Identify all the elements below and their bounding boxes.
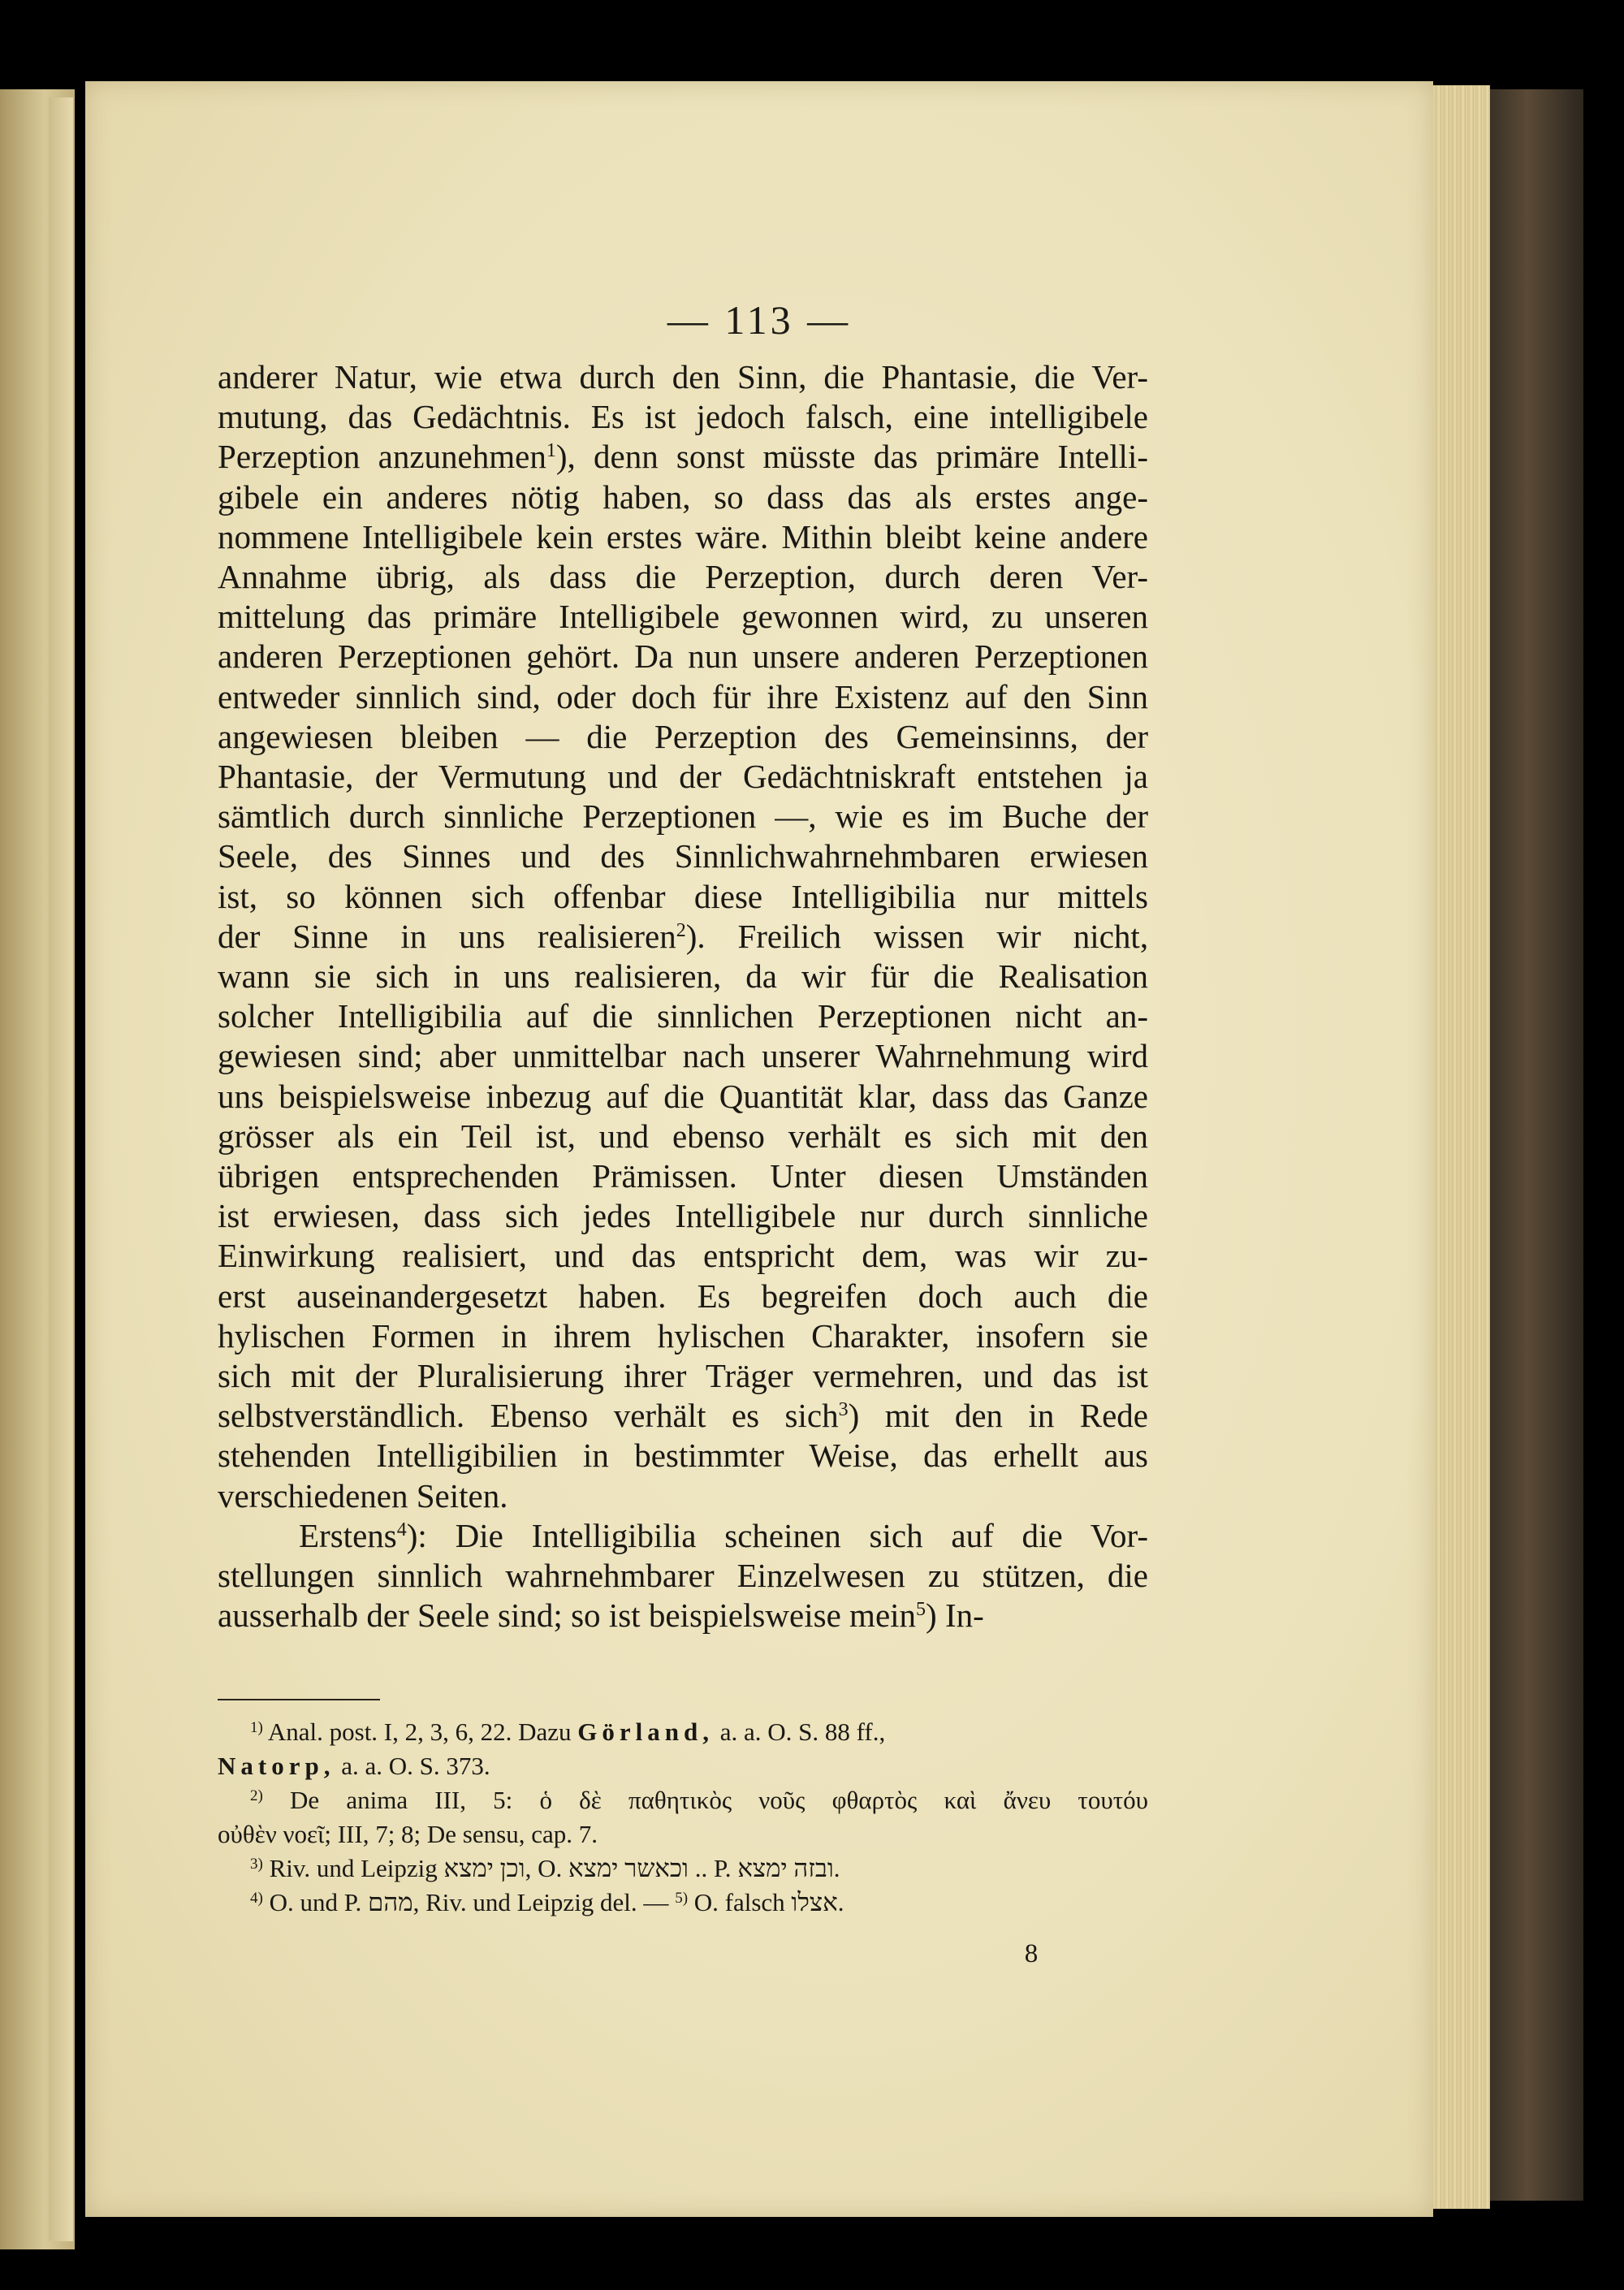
text-line: erst auseinandergesetzt haben. Es begreifen doch auch die bbox=[218, 1277, 1148, 1315]
text-line: der Sinne in uns realisieren$^2$). Freilich wissen wir nicht, bbox=[218, 917, 1149, 955]
text-line: Einwirkung realisiert, und das entspricht dem, was wir zu- bbox=[218, 1237, 1148, 1275]
text-line: verschiedenen Seiten. bbox=[218, 1476, 508, 1514]
text-line: ist erwiesen, dass sich jedes Intelligibele nur durch sinnliche bbox=[218, 1197, 1148, 1235]
footnote-rule bbox=[218, 1699, 380, 1700]
text-line: gewiesen sind; aber unmittelbar nach unserer Wahrnehmung wird bbox=[218, 1037, 1148, 1075]
text-line: selbstverständlich. Ebenso verhält es sich$^3$) mit den in Rede bbox=[218, 1397, 1148, 1435]
footnote-3: $^{3)}$ Riv. und Leipzig וכן ימצא, O. וכאשר ימצא .. P. ובזה ימצא. bbox=[250, 1854, 840, 1882]
text-line: Perzeption anzunehmen$^1$), denn sonst müsste das primäre Intelli- bbox=[218, 438, 1148, 476]
text-line: ist, so können sich offenbar diese Intelligibilia nur mittels bbox=[218, 877, 1148, 915]
text-line: anderen Perzeptionen gehört. Da nun unsere anderen Perzeptionen bbox=[218, 637, 1148, 676]
footnote-2-cont: οὐθὲν νοεῖ; III, 7; 8; De sensu, cap. 7. bbox=[218, 1820, 598, 1848]
text-line: angewiesen bleiben — die Perzeption des Gemeinsinns, der bbox=[218, 717, 1148, 755]
footnote-marker: 3) bbox=[250, 1856, 263, 1873]
text-line: übrigen entsprechenden Prämissen. Unter diesen Umständen bbox=[218, 1157, 1148, 1195]
page-number-header: — 113 — bbox=[667, 297, 852, 343]
text-line: wann sie sich in uns realisieren, da wir für die Realisation bbox=[218, 957, 1148, 996]
text-line: sämtlich durch sinnliche Perzeptionen —, wie es im Buche der bbox=[218, 797, 1148, 836]
text-line: grösser als ein Teil ist, und ebenso verhält es sich mit den bbox=[218, 1117, 1148, 1155]
footnote-1: $^{1)}$ Anal. post. I, 2, 3, 6, 22. Dazu Görland, a. a. O. S. 88 ff., bbox=[250, 1718, 886, 1746]
text-line: sich mit der Pluralisierung ihrer Träger vermehren, und das ist bbox=[218, 1357, 1148, 1395]
book-cover bbox=[1490, 89, 1583, 2201]
text-line: Phantasie, der Vermutung und der Gedächtniskraft entstehen ja bbox=[218, 758, 1148, 796]
text-line: Seele, des Sinnes und des Sinnlichwahrnehmbaren erwiesen bbox=[218, 837, 1148, 875]
text-line: Annahme übrig, als dass die Perzeption, durch deren Ver- bbox=[218, 558, 1148, 596]
footnote-2: $^{2)}$ De anima III, 5: ὁ δὲ παθητικὸς νοῦς φθαρτὸς καὶ ἄνευ τουτόυ bbox=[250, 1786, 1148, 1814]
footnote-marker: 5) bbox=[675, 1890, 689, 1907]
text-line: Erstens$^4$): Die Intelligibilia scheinen sich auf die Vor- bbox=[299, 1516, 1149, 1554]
signature-mark: 8 bbox=[1024, 1939, 1039, 1968]
text-line: mittelung das primäre Intelligibele gewonnen wird, zu unseren bbox=[218, 598, 1148, 636]
left-page-gutter bbox=[49, 97, 73, 2241]
footnote-marker: 4) bbox=[250, 1890, 263, 1907]
text-line: stehenden Intelligibilien in bestimmter Weise, das erhellt aus bbox=[218, 1437, 1148, 1475]
text-line: hylischen Formen in ihrem hylischen Charakter, insofern sie bbox=[218, 1316, 1148, 1355]
author-name: Görland, bbox=[577, 1718, 715, 1746]
body-text bbox=[218, 357, 1148, 1636]
text-line: solcher Intelligibilia auf die sinnlichen Perzeptionen nicht an- bbox=[218, 997, 1148, 1035]
text-line: gibele ein anderes nötig haben, so dass das als erstes ange- bbox=[218, 477, 1148, 516]
footnotes bbox=[218, 1715, 1148, 1920]
footnote-4-5: $^{4)}$ O. und P. מהם, Riv. und Leipzig del. — $^{5)}$ O. falsch אצלו. bbox=[250, 1888, 844, 1916]
text-line: anderer Natur, wie etwa durch den Sinn, die Phantasie, die Ver- bbox=[218, 358, 1148, 395]
author-name: Natorp, bbox=[218, 1752, 335, 1780]
footnote-marker: 1) bbox=[250, 1719, 263, 1736]
text-line: ausserhalb der Seele sind; so ist beispielsweise mein$^5$) In- bbox=[218, 1597, 984, 1635]
page-stack-edges bbox=[1433, 85, 1490, 2209]
text-line: nommene Intelligibele kein erstes wäre. Mithin bleibt keine andere bbox=[218, 517, 1148, 555]
text-line: uns beispielsweise inbezug auf die Quantität klar, dass das Ganze bbox=[218, 1077, 1148, 1115]
text-line: entweder sinnlich sind, oder doch für ihre Existenz auf den Sinn bbox=[218, 677, 1148, 715]
footnote-marker: 2) bbox=[250, 1787, 263, 1804]
text-line: stellungen sinnlich wahrnehmbarer Einzelwesen zu stützen, die bbox=[218, 1557, 1148, 1595]
text-line: mutung, das Gedächtnis. Es ist jedoch falsch, eine intelligibele bbox=[218, 398, 1148, 436]
footnote-1-cont: Natorp, a. a. O. S. 373. bbox=[218, 1752, 490, 1780]
